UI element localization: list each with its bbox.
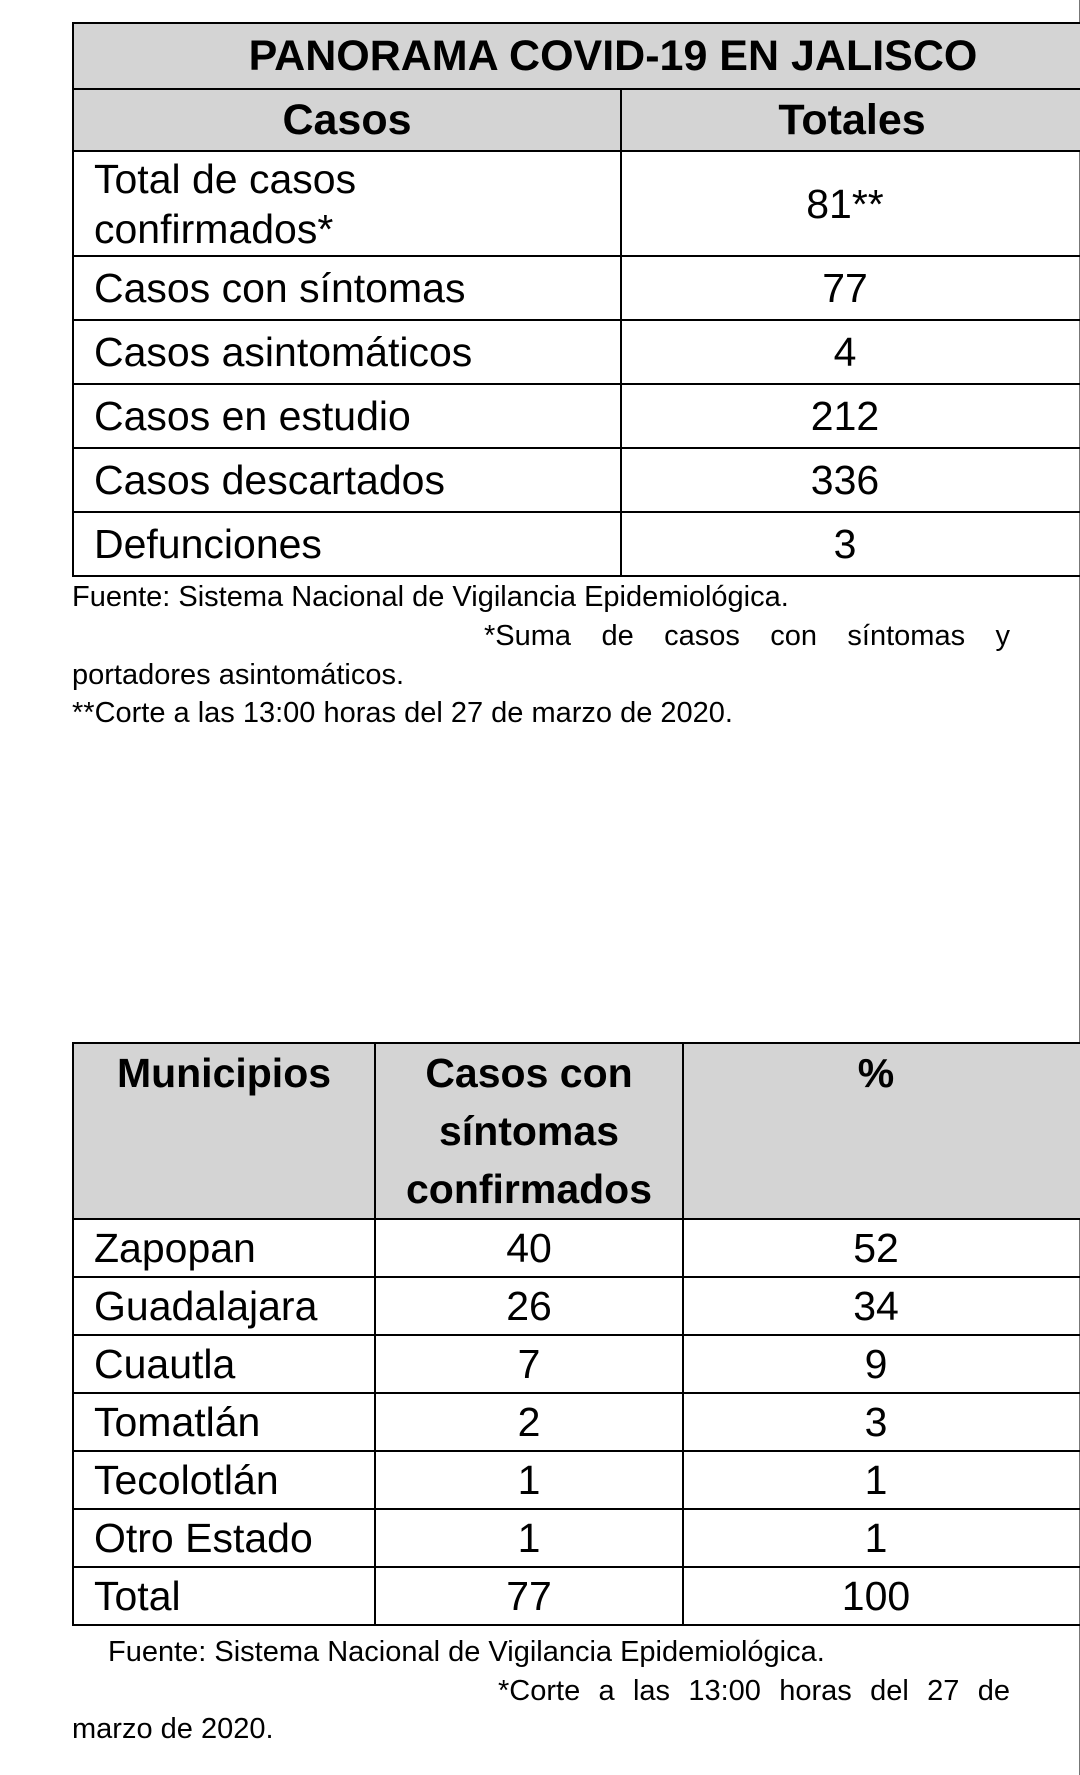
row-value: 336 <box>621 448 1080 512</box>
municipalities-table <box>72 1042 1080 1626</box>
percent-cell: 100 <box>683 1567 1080 1625</box>
row-value: 212 <box>621 384 1080 448</box>
row-label-line2: confirmados* <box>94 205 334 252</box>
table-row-total <box>73 1567 1080 1625</box>
casos-cell: 1 <box>375 1509 683 1567</box>
column-header-casos <box>375 1043 683 1219</box>
percent-cell: 34 <box>683 1277 1080 1335</box>
casos-cell: 7 <box>375 1335 683 1393</box>
percent-cell: 52 <box>683 1219 1080 1277</box>
row-label: Casos en estudio <box>73 384 621 448</box>
row-value: 3 <box>621 512 1080 576</box>
row-label: Defunciones <box>73 512 621 576</box>
column-header-municipios: Municipios <box>73 1043 375 1219</box>
footnote-cutoff: **Corte a las 13:00 horas del 27 de marzo de 2020. <box>72 697 733 729</box>
row-value: 4 <box>621 320 1080 384</box>
percent-cell: 9 <box>683 1335 1080 1393</box>
table-row <box>73 1335 1080 1393</box>
table-row <box>73 256 1080 320</box>
table-row <box>73 320 1080 384</box>
municipio-cell: Cuautla <box>73 1335 375 1393</box>
casos-cell: 77 <box>375 1567 683 1625</box>
column-header-percent: % <box>683 1043 1080 1219</box>
row-label: Casos asintomáticos <box>73 320 621 384</box>
footnote-cutoff: *Corte a las 13:00 horas del 27 de <box>498 1675 1010 1707</box>
casos-cell: 2 <box>375 1393 683 1451</box>
casos-cell: 1 <box>375 1451 683 1509</box>
municipio-cell: Tomatlán <box>73 1393 375 1451</box>
municipio-cell: Total <box>73 1567 375 1625</box>
covid-summary-table <box>72 22 1080 577</box>
table-row <box>73 1277 1080 1335</box>
percent-cell: 1 <box>683 1451 1080 1509</box>
row-label-line1: Total de casos <box>94 155 357 202</box>
table-title: PANORAMA COVID-19 EN JALISCO <box>73 23 1080 89</box>
source-note: Fuente: Sistema Nacional de Vigilancia Epidemiológica. <box>72 581 789 613</box>
column-header-totales: Totales <box>621 89 1080 151</box>
header-line1: Casos con <box>425 1050 633 1096</box>
percent-cell: 1 <box>683 1509 1080 1567</box>
column-header-casos: Casos <box>73 89 621 151</box>
table-row <box>73 1509 1080 1567</box>
municipio-cell: Guadalajara <box>73 1277 375 1335</box>
table-row <box>73 448 1080 512</box>
row-label <box>73 151 621 256</box>
municipio-cell: Otro Estado <box>73 1509 375 1567</box>
municipio-cell: Zapopan <box>73 1219 375 1277</box>
table-row <box>73 1393 1080 1451</box>
table-row <box>73 512 1080 576</box>
footnote-cutoff-continued: marzo de 2020. <box>72 1713 274 1745</box>
row-label: Casos descartados <box>73 448 621 512</box>
row-value: 81** <box>621 151 1080 256</box>
casos-cell: 40 <box>375 1219 683 1277</box>
percent-cell: 3 <box>683 1393 1080 1451</box>
row-value: 77 <box>621 256 1080 320</box>
source-note: Fuente: Sistema Nacional de Vigilancia Epidemiológica. <box>108 1636 825 1668</box>
footnote-sum: *Suma de casos con síntomas y <box>484 620 1010 652</box>
row-label: Casos con síntomas <box>73 256 621 320</box>
casos-cell: 26 <box>375 1277 683 1335</box>
header-line3: confirmados <box>405 1166 653 1212</box>
municipio-cell: Tecolotlán <box>73 1451 375 1509</box>
table-row <box>73 1219 1080 1277</box>
footnote-sum-continued: portadores asintomáticos. <box>72 659 405 691</box>
table-row <box>73 151 1080 256</box>
table-row <box>73 384 1080 448</box>
table-row <box>73 1451 1080 1509</box>
header-line2: síntomas <box>439 1108 619 1154</box>
